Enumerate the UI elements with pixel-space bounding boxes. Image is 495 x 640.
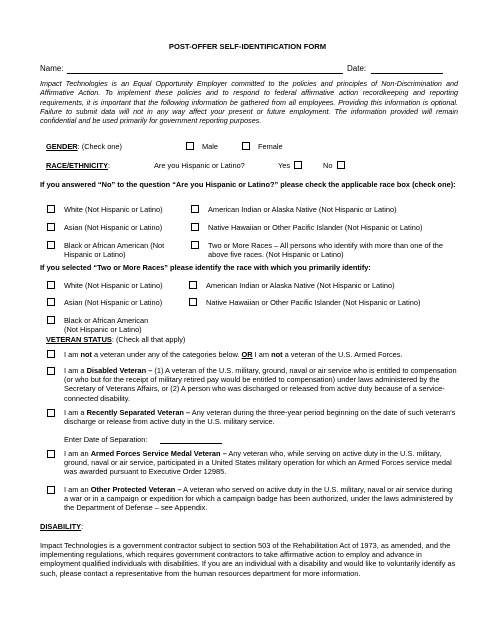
gender-note: : (Check one) <box>77 142 122 151</box>
male-label: Male <box>202 142 219 151</box>
disability-label: DISABILITY <box>40 522 82 531</box>
other-veteran-label: I am an Other Protected Veteran – A veteran who served on active duty in the U.S. military, naval or air service during a war or in a campaign or expedition for which a campaign badge has been authorized, under the laws administered by the Department of Defense – see Appendix. <box>64 485 454 513</box>
race-instruction: If you answered “No” to the question “Are you Hispanic or Latino?” please check the applicable race box (check one): <box>40 180 456 189</box>
name-label: Name: <box>40 64 64 73</box>
no-checkbox[interactable] <box>337 161 345 169</box>
primary-pacific-islander-label: Native Hawaiian or Other Pacific Islander (Not Hispanic or Latino) <box>206 298 421 307</box>
disability-paragraph: Impact Technologies is a government contractor subject to section 503 of the Rehabilitation Act of 1973, as amended, and the implementing regulations, which requires government contractors to take affirmative action to employ and advance in employment qualified individuals with disabilities. If you are an individual with a disability and would like to voluntarily identify as such, please contact a representative from the human resources department for more information. <box>40 541 456 578</box>
race-pacific-islander-label: Native Hawaiian or Other Pacific Islander (Not Hispanic or Latino) <box>208 223 423 232</box>
hispanic-question: Are you Hispanic or Latino? <box>154 161 245 170</box>
disabled-veteran-checkbox[interactable] <box>47 367 55 375</box>
primary-asian-checkbox[interactable] <box>47 298 55 306</box>
race-asian-checkbox[interactable] <box>47 223 55 231</box>
female-label: Female <box>258 142 283 151</box>
race-white-checkbox[interactable] <box>47 205 55 213</box>
medal-veteran-label: I am an Armed Forces Service Medal Veteran – Any veteran who, while serving on active duty in the U.S. military, ground, naval or air service, participated in a United States military operation for which an Armed Forces service medal was awarded pursuant to Executive Order 12985. <box>64 449 452 477</box>
veteran-label: VETERAN STATUS <box>46 335 112 344</box>
race-two-more-checkbox[interactable] <box>191 241 199 249</box>
gender-label: GENDER <box>46 142 78 151</box>
name-field[interactable] <box>67 73 343 74</box>
yes-checkbox[interactable] <box>294 161 302 169</box>
primary-black-label: Black or African American (Not Hispanic or Latino) <box>64 316 149 335</box>
other-veteran-checkbox[interactable] <box>47 486 55 494</box>
primary-pacific-islander-checkbox[interactable] <box>189 298 197 306</box>
separation-date-label: Enter Date of Separation: <box>64 435 148 444</box>
date-field[interactable] <box>371 73 443 74</box>
veteran-row <box>46 335 185 344</box>
intro-paragraph: Impact Technologies is an Equal Opportunity Employer committed to the policies and principles of Non-Discrimination and Affirmative Action. To implement these policies and to respond to federal affirmative action recordkeeping and reporting requirements, it is important that the following information be gathered from all employees. Providing this information is optional. Failure to submit data will not in any way affect your present or future employment. The information provided will remain confidential and be used primarily for government reporting purposes. <box>40 79 458 126</box>
gender-row <box>46 142 122 151</box>
not-veteran-checkbox[interactable] <box>47 350 55 358</box>
recent-veteran-checkbox[interactable] <box>47 409 55 417</box>
disabled-veteran-label: I am a Disabled Veteran – (1) A veteran of the U.S. military, ground, naval or air service who is entitled to compensation (or who but for the receipt of military retired pay would be entitled to compensation) under laws administered by the Secretary of Veterans Affairs, or (2) A person who was discharged or released from active duty because of a service-connected disability. <box>64 366 457 403</box>
separation-date-field[interactable] <box>160 443 222 444</box>
disability-row <box>40 522 83 531</box>
race-two-more-label: Two or More Races – All persons who identify with more than one of the above five races. (Not Hispanic or Latino) <box>208 241 443 260</box>
race-row <box>46 161 110 170</box>
race-pacific-islander-checkbox[interactable] <box>191 223 199 231</box>
date-label: Date: <box>347 64 367 73</box>
race-native-american-checkbox[interactable] <box>191 205 199 213</box>
male-checkbox[interactable] <box>186 142 194 150</box>
primary-white-checkbox[interactable] <box>47 281 55 289</box>
no-label: No <box>323 161 333 170</box>
two-more-instruction: If you selected “Two or More Races” please identify the race with which you primarily identify: <box>40 263 371 272</box>
primary-asian-label: Asian (Not Hispanic or Latino) <box>64 298 163 307</box>
recent-veteran-label: I am a Recently Separated Veteran – Any veteran during the three-year period beginning on the date of such veteran's discharge or release from active duty in the U.S. military service. <box>64 408 456 427</box>
race-black-checkbox[interactable] <box>47 241 55 249</box>
primary-native-american-checkbox[interactable] <box>189 281 197 289</box>
race-native-american-label: American Indian or Alaska Native (Not Hispanic or Latino) <box>208 205 397 214</box>
page-title: POST-OFFER SELF-IDENTIFICATION FORM <box>168 42 327 51</box>
race-asian-label: Asian (Not Hispanic or Latino) <box>64 223 163 232</box>
race-black-label: Black or African American (Not Hispanic or Latino) <box>64 241 165 260</box>
medal-veteran-checkbox[interactable] <box>47 450 55 458</box>
female-checkbox[interactable] <box>242 142 250 150</box>
disability-colon: : <box>81 522 84 531</box>
primary-white-label: White (Not Hispanic or Latino) <box>64 281 163 290</box>
race-colon: : <box>108 161 111 170</box>
race-label: RACE/ETHNICITY <box>46 161 109 170</box>
primary-black-checkbox[interactable] <box>47 316 55 324</box>
yes-label: Yes <box>278 161 291 170</box>
primary-native-american-label: American Indian or Alaska Native (Not Hispanic or Latino) <box>206 281 395 290</box>
race-white-label: White (Not Hispanic or Latino) <box>64 205 163 214</box>
veteran-note: : (Check all that apply) <box>111 335 186 344</box>
not-veteran-label: I am not a veteran under any of the categories below. OR I am not a veteran of the U.S. Armed Forces. <box>64 350 403 359</box>
